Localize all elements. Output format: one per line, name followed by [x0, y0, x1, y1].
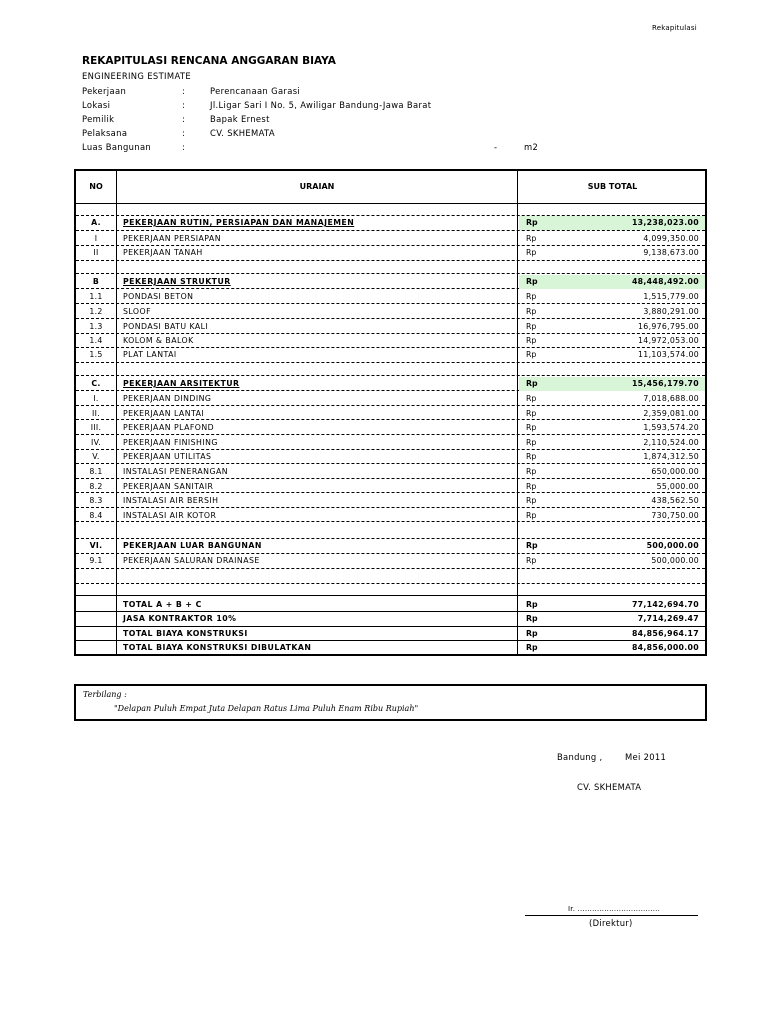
- row-separator: [76, 273, 705, 274]
- page-label: Rekapitulasi: [652, 24, 697, 32]
- row-currency: Rp: [526, 482, 537, 491]
- row-amount: 2,359,081.00: [643, 409, 699, 418]
- table-row: [76, 320, 705, 334]
- table-row: [76, 334, 705, 348]
- total-amount: 77,142,694.70: [631, 600, 699, 609]
- row-amount: 500,000.00: [651, 556, 699, 565]
- row-amount: 730,750.00: [651, 511, 699, 520]
- row-description: PONDASI BATU KALI: [123, 322, 209, 331]
- row-description: PLAT LANTAI: [123, 350, 177, 359]
- row-description: PEKERJAAN LUAR BANGUNAN: [123, 541, 262, 550]
- row-description: PEKERJAAN SANITAIR: [123, 482, 214, 491]
- row-amount: 650,000.00: [651, 467, 699, 476]
- row-separator: [76, 375, 705, 376]
- row-currency: Rp: [526, 277, 538, 286]
- header-divider: [76, 203, 705, 204]
- row-description: PEKERJAAN SALURAN DRAINASE: [123, 556, 260, 565]
- signature-line: [525, 915, 698, 916]
- row-number: I: [94, 234, 98, 243]
- row-number: I.: [93, 394, 99, 403]
- meta-sep: :: [182, 86, 186, 96]
- luas-value: -: [494, 142, 498, 152]
- table-row: [76, 392, 705, 406]
- row-number: 8.1: [89, 467, 103, 476]
- table-row: [76, 494, 705, 508]
- row-number: 1.1: [89, 292, 103, 301]
- row-amount: 14,972,053.00: [638, 336, 699, 345]
- meta-label-pelaksana: Pelaksana: [82, 128, 128, 138]
- row-number: IV.: [90, 438, 101, 447]
- row-number: 9.1: [89, 556, 103, 565]
- table-row: [76, 246, 705, 260]
- row-currency: Rp: [526, 467, 537, 476]
- row-currency: Rp: [526, 379, 538, 388]
- total-description: JASA KONTRAKTOR 10%: [123, 614, 237, 623]
- table-row: [76, 554, 705, 568]
- row-currency: Rp: [526, 350, 537, 359]
- row-number: 1.3: [89, 322, 103, 331]
- signature-city: Bandung ,: [557, 752, 603, 762]
- row-separator: [76, 260, 705, 261]
- row-separator: [76, 568, 705, 569]
- terbilang-box: [74, 684, 707, 721]
- header-uraian: URAIAN: [299, 182, 335, 191]
- row-description: PEKERJAAN ARSITEKTUR: [123, 379, 240, 388]
- total-row: [76, 641, 705, 655]
- meta-label-luas: Luas Bangunan: [82, 142, 152, 152]
- row-number: 8.2: [89, 482, 103, 491]
- row-currency: Rp: [526, 541, 538, 550]
- table-row: [76, 509, 705, 523]
- table-row: [76, 216, 705, 230]
- row-amount: 4,099,350.00: [643, 234, 699, 243]
- row-currency: Rp: [526, 336, 537, 345]
- document-subtitle: ENGINEERING ESTIMATE: [82, 71, 191, 81]
- row-description: PEKERJAAN LANTAI: [123, 409, 205, 418]
- row-number: II: [93, 248, 99, 257]
- row-currency: Rp: [526, 248, 537, 257]
- totals-divider: [76, 595, 705, 596]
- total-row: [76, 627, 705, 641]
- table-row: [76, 480, 705, 494]
- row-currency: Rp: [526, 556, 537, 565]
- row-currency: Rp: [526, 496, 537, 505]
- meta-label-pemilik: Pemilik: [82, 114, 115, 124]
- rab-table: [74, 169, 707, 656]
- row-amount: 500,000.00: [646, 541, 699, 550]
- row-currency: Rp: [526, 234, 537, 243]
- table-row: [76, 275, 705, 289]
- total-amount: 7,714,269.47: [637, 614, 699, 623]
- row-amount: 55,000.00: [656, 482, 699, 491]
- row-description: INSTALASI AIR KOTOR: [123, 511, 217, 520]
- row-currency: Rp: [526, 423, 537, 432]
- row-number: C.: [91, 379, 101, 388]
- row-description: PONDASI BETON: [123, 292, 194, 301]
- meta-sep: :: [182, 100, 186, 110]
- total-amount: 84,856,964.17: [631, 629, 699, 638]
- row-separator: [76, 583, 705, 584]
- row-amount: 2,110,524.00: [643, 438, 699, 447]
- meta-sep: :: [182, 114, 186, 124]
- row-description: PEKERJAAN UTILITAS: [123, 452, 212, 461]
- row-description: PEKERJAAN PERSIAPAN: [123, 234, 221, 243]
- total-description: TOTAL A + B + C: [123, 600, 202, 609]
- row-amount: 438,562.50: [651, 496, 699, 505]
- row-separator: [76, 362, 705, 363]
- meta-label-lokasi: Lokasi: [82, 100, 111, 110]
- row-amount: 7,018,688.00: [643, 394, 699, 403]
- row-description: PEKERJAAN FINISHING: [123, 438, 218, 447]
- terbilang-label: Terbilang :: [83, 690, 127, 699]
- table-row: [76, 305, 705, 319]
- table-row: [76, 290, 705, 304]
- row-amount: 15,456,179.70: [631, 379, 699, 388]
- signature-role: (Direktur): [589, 918, 633, 928]
- row-currency: Rp: [526, 292, 537, 301]
- table-row: [76, 465, 705, 479]
- table-row: [76, 407, 705, 421]
- row-amount: 48,448,492.00: [631, 277, 699, 286]
- row-description: SLOOF: [123, 307, 152, 316]
- row-separator: [76, 230, 705, 231]
- row-description: KOLOM & BALOK: [123, 336, 194, 345]
- signature-name: Ir. ..................................: [568, 905, 661, 913]
- document-title: REKAPITULASI RENCANA ANGGARAN BIAYA: [82, 55, 336, 67]
- total-currency: Rp: [526, 629, 538, 638]
- row-description: PEKERJAAN TANAH: [123, 248, 203, 257]
- row-currency: Rp: [526, 452, 537, 461]
- row-amount: 13,238,023.00: [631, 218, 699, 227]
- meta-value-lokasi: Jl.Ligar Sari I No. 5, Awiligar Bandung-Jawa Barat: [210, 100, 432, 110]
- total-currency: Rp: [526, 600, 538, 609]
- header-subtotal: SUB TOTAL: [587, 182, 638, 191]
- row-currency: Rp: [526, 409, 537, 418]
- row-amount: 9,138,673.00: [643, 248, 699, 257]
- row-currency: Rp: [526, 511, 537, 520]
- table-row: [76, 232, 705, 246]
- row-number: 8.4: [89, 511, 103, 520]
- row-amount: 11,103,574.00: [638, 350, 699, 359]
- meta-value-pelaksana: CV. SKHEMATA: [210, 128, 275, 138]
- meta-label-pekerjaan: Pekerjaan: [82, 86, 127, 96]
- row-number: 1.2: [89, 307, 103, 316]
- row-number: V.: [92, 452, 100, 461]
- table-row: [76, 436, 705, 450]
- signature-date: Mei 2011: [625, 752, 667, 762]
- header-no: NO: [89, 182, 103, 191]
- row-amount: 1,874,312.50: [643, 452, 699, 461]
- row-description: INSTALASI PENERANGAN: [123, 467, 229, 476]
- table-row: [76, 421, 705, 435]
- row-number: B: [92, 277, 100, 286]
- meta-sep: :: [182, 128, 186, 138]
- row-description: INSTALASI AIR BERSIH: [123, 496, 219, 505]
- row-number: 1.5: [89, 350, 103, 359]
- row-number: A.: [91, 218, 101, 227]
- row-amount: 16,976,795.00: [638, 322, 699, 331]
- total-row: [76, 612, 705, 626]
- row-description: PEKERJAAN PLAFOND: [123, 423, 215, 432]
- total-description: TOTAL BIAYA KONSTRUKSI: [123, 629, 248, 638]
- luas-unit: m2: [524, 142, 539, 152]
- row-currency: Rp: [526, 322, 537, 331]
- row-currency: Rp: [526, 307, 537, 316]
- table-row: [76, 348, 705, 362]
- total-amount: 84,856,000.00: [631, 643, 699, 652]
- row-amount: 1,593,574.20: [643, 423, 699, 432]
- row-description: PEKERJAAN DINDING: [123, 394, 212, 403]
- row-number: III.: [90, 423, 102, 432]
- table-row: [76, 539, 705, 553]
- row-number: VI.: [89, 541, 103, 550]
- row-amount: 1,515,779.00: [643, 292, 699, 301]
- row-amount: 3,880,291.00: [643, 307, 699, 316]
- meta-value-pemilik: Bapak Ernest: [210, 114, 270, 124]
- table-row: [76, 450, 705, 464]
- row-currency: Rp: [526, 394, 537, 403]
- row-number: 1.4: [89, 336, 103, 345]
- row-number: 8.3: [89, 496, 103, 505]
- meta-value-pekerjaan: Perencanaan Garasi: [210, 86, 301, 96]
- row-description: PEKERJAAN STRUKTUR: [123, 277, 231, 286]
- row-number: II.: [92, 409, 100, 418]
- signature-company: CV. SKHEMATA: [577, 782, 642, 792]
- row-currency: Rp: [526, 218, 538, 227]
- meta-sep: :: [182, 142, 186, 152]
- table-row: [76, 377, 705, 391]
- total-row: [76, 598, 705, 612]
- total-description: TOTAL BIAYA KONSTRUKSI DIBULATKAN: [123, 643, 312, 652]
- total-currency: Rp: [526, 614, 538, 623]
- total-currency: Rp: [526, 643, 538, 652]
- row-description: PEKERJAAN RUTIN, PERSIAPAN DAN MANAJEMEN: [123, 218, 355, 227]
- terbilang-text: "Delapan Puluh Empat Juta Delapan Ratus Lima Puluh Enam Ribu Rupiah": [114, 704, 419, 713]
- row-currency: Rp: [526, 438, 537, 447]
